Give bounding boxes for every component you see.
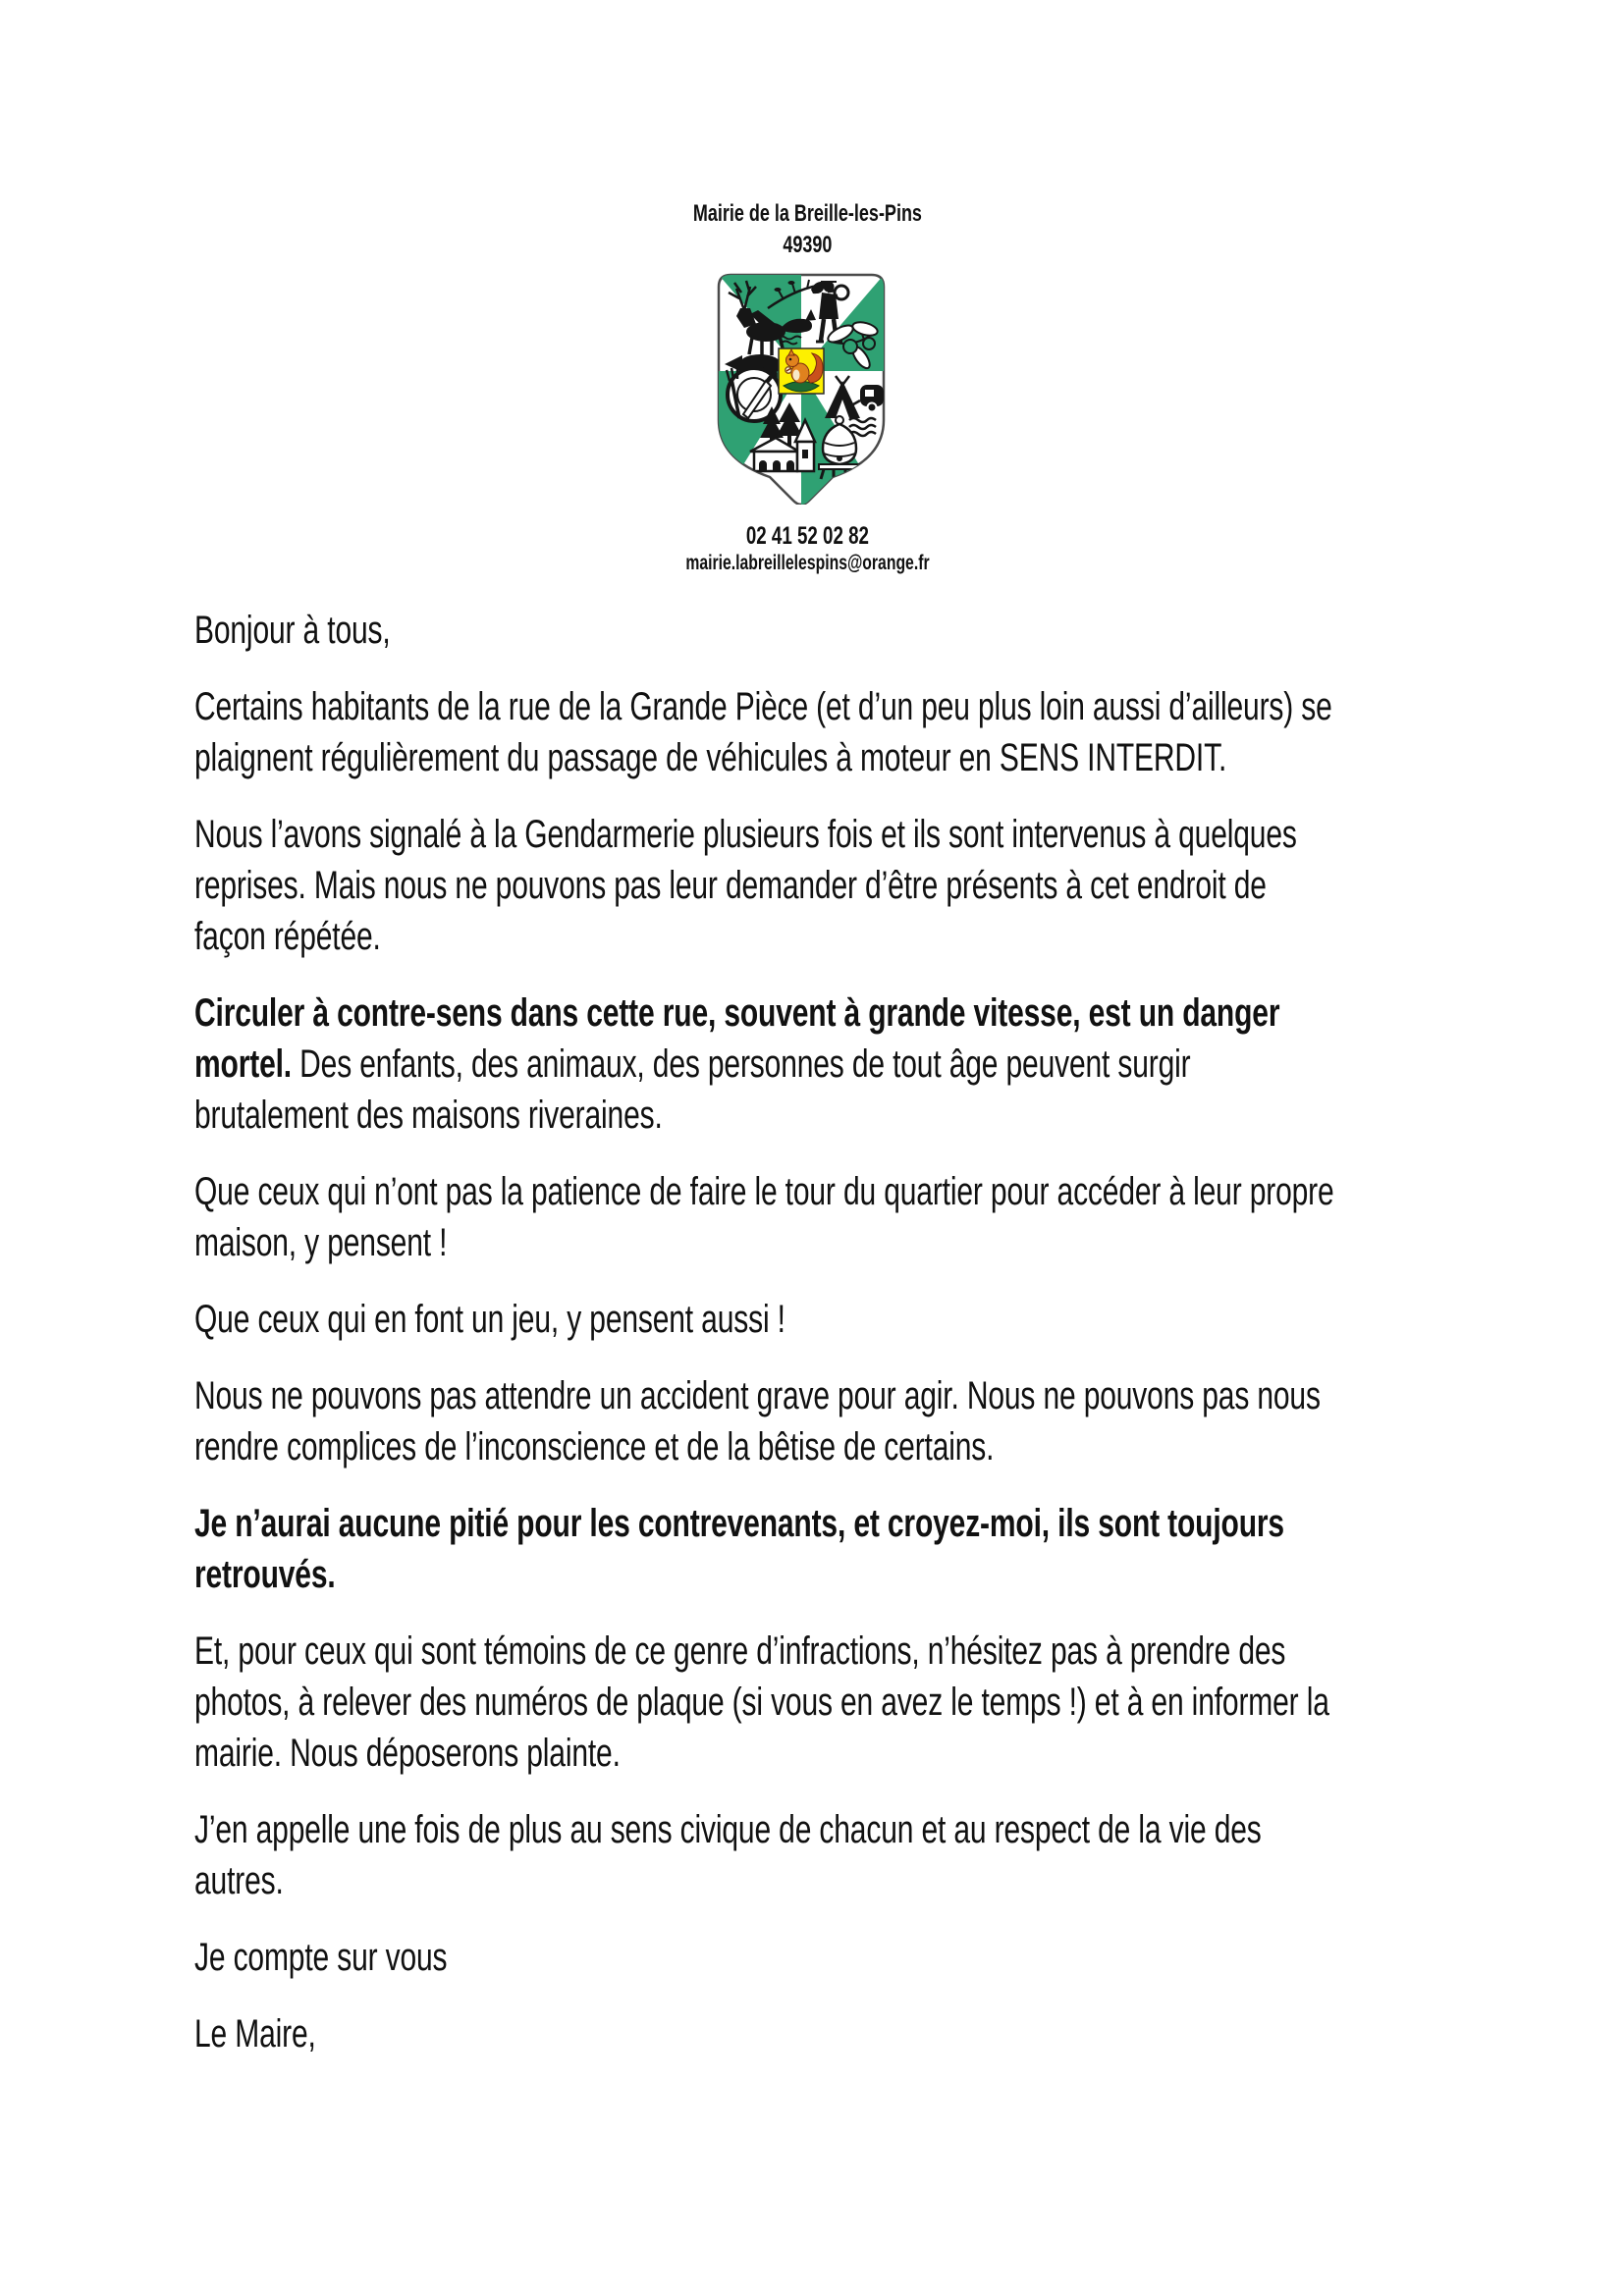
paragraph bbox=[194, 1166, 1343, 1268]
paragraph-text: Nous ne pouvons pas attendre un accident grave pour agir. Nous ne pouvons pas nous rendre complices de l’inconscience et de la bêtise de certains. bbox=[194, 1374, 1321, 1468]
postal-code-line bbox=[0, 230, 1614, 261]
paragraph-text: Que ceux qui n’ont pas la patience de faire le tour du quartier pour accéder à leur propre maison, y pensent ! bbox=[194, 1170, 1334, 1264]
paragraph bbox=[194, 605, 1343, 656]
paragraph bbox=[194, 988, 1343, 1141]
email-line bbox=[0, 550, 1614, 576]
paragraph-text: Et, pour ceux qui sont témoins de ce genre d’infractions, n’hésitez pas à prendre des photos, à relever des numéros de plaque (si vous en avez le temps !) et à en informer la mairie. Nous déposerons plainte. bbox=[194, 1629, 1329, 1775]
paragraph-text: Le Maire, bbox=[194, 2012, 316, 2056]
phone-number: 02 41 52 02 82 bbox=[745, 522, 869, 550]
paragraph bbox=[194, 1626, 1343, 1779]
phone-line bbox=[0, 521, 1614, 551]
paragraph-text: Des enfants, des animaux, des personnes de tout âge peuvent surgir brutalement des maisons riveraines. bbox=[194, 1042, 1191, 1137]
paragraph bbox=[194, 681, 1343, 783]
paragraph bbox=[194, 809, 1343, 962]
email-address: mairie.labreillelespins@orange.fr bbox=[684, 552, 930, 574]
paragraph-text: Je compte sur vous bbox=[194, 1936, 448, 1979]
org-name-line bbox=[0, 198, 1614, 230]
paragraph-text: Nous l’avons signalé à la Gendarmerie plusieurs fois et ils sont intervenus à quelques reprises. Mais nous ne pouvons pas leur demander d’être présents à cet endroit de façon répétée. bbox=[194, 813, 1297, 958]
org-name: Mairie de la Breille-les-Pins bbox=[692, 200, 922, 227]
paragraph-text: Certains habitants de la rue de la Grande Pièce (et d’un peu plus loin aussi d’ailleurs) se plaignent régulièrement du passage de véhicules à moteur en SENS INTERDIT. bbox=[194, 685, 1332, 779]
squirrel-emblem bbox=[779, 348, 824, 394]
paragraph bbox=[194, 1370, 1343, 1472]
paragraph bbox=[194, 1932, 1343, 1983]
letter-body bbox=[194, 605, 1343, 2085]
paragraph-text: Que ceux qui en font un jeu, y pensent aussi ! bbox=[194, 1298, 785, 1341]
paragraph bbox=[194, 1498, 1343, 1600]
paragraph bbox=[194, 1294, 1343, 1345]
paragraph-text-bold: Circuler à contre-sens dans cette rue, souvent à grande vitesse, est un danger mortel. bbox=[194, 991, 1280, 1086]
paragraph-text: J’en appelle une fois de plus au sens civique de chacun et au respect de la vie des autres. bbox=[194, 1808, 1262, 1902]
postal-code: 49390 bbox=[782, 232, 833, 258]
paragraph bbox=[194, 2008, 1343, 2059]
paragraph-text: Bonjour à tous, bbox=[194, 609, 391, 652]
paragraph-text-bold: Je n’aurai aucune pitié pour les contrevenants, et croyez-moi, ils sont toujours retrouvés. bbox=[194, 1502, 1284, 1596]
paragraph bbox=[194, 1804, 1343, 1906]
coat-of-arms-icon bbox=[715, 271, 888, 505]
